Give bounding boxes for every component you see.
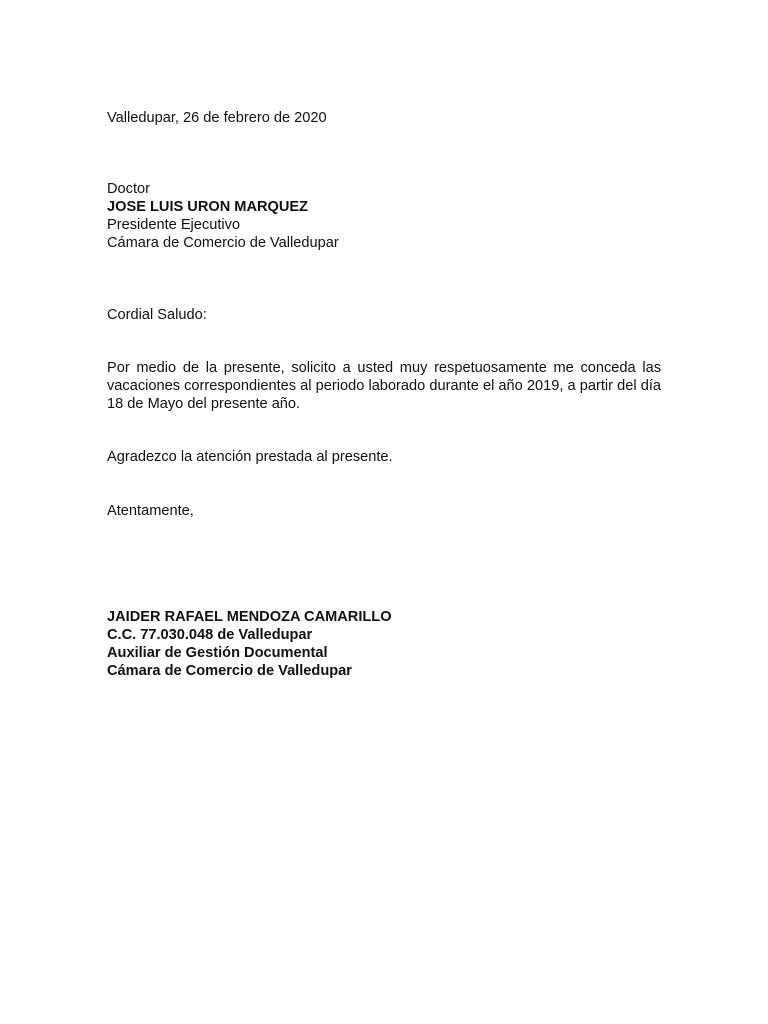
- recipient-position: Presidente Ejecutivo: [107, 217, 241, 233]
- date-text: Valledupar, 26 de febrero de 2020: [107, 110, 327, 126]
- signature-name: JAIDER RAFAEL MENDOZA CAMARILLO: [107, 609, 392, 625]
- signature-position: Auxiliar de Gestión Documental: [107, 645, 328, 661]
- thanks-paragraph: [107, 448, 661, 466]
- greeting-text: Cordial Saludo:: [107, 307, 207, 323]
- recipient-title: Doctor: [107, 181, 150, 197]
- recipient-name: JOSE LUIS URON MARQUEZ: [107, 199, 309, 215]
- closing: [107, 502, 661, 520]
- signature-organization: Cámara de Comercio de Valledupar: [107, 663, 352, 679]
- recipient-block: [107, 180, 661, 252]
- recipient-organization: Cámara de Comercio de Valledupar: [107, 235, 339, 251]
- signature-id: C.C. 77.030.048 de Valledupar: [107, 627, 313, 643]
- body-paragraph: Por medio de la presente, solicito a usted muy respetuosamente me conceda las vacaciones correspondientes al periodo laborado durante el año 2019, a partir del día 18 de Mayo del presente año.: [107, 360, 661, 412]
- thanks-text: Agradezco la atención prestada al presente.: [107, 449, 393, 465]
- closing-text: Atentamente,: [107, 503, 194, 519]
- greeting: [107, 306, 661, 324]
- signature-block: [107, 608, 661, 680]
- letter-date: [107, 109, 661, 127]
